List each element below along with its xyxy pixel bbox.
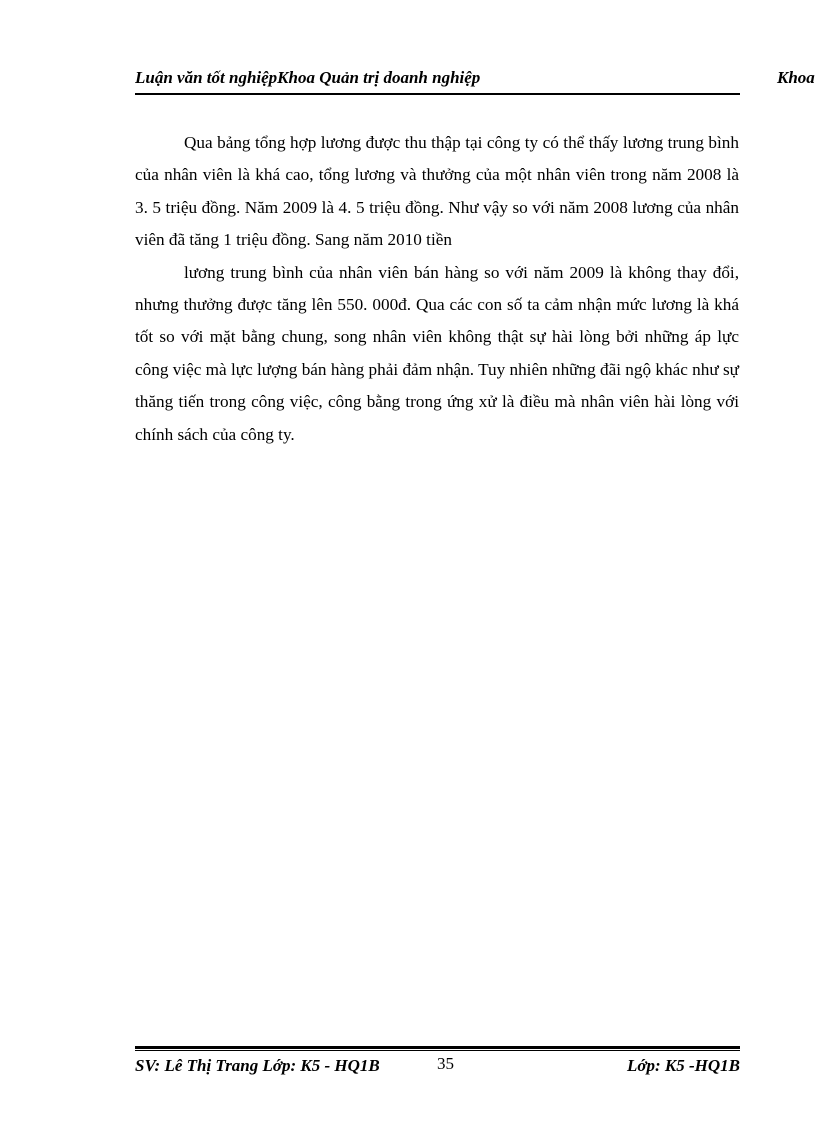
footer-student-info: SV: Lê Thị Trang Lớp: K5 - HQ1B	[135, 1056, 380, 1075]
page-number: 35	[437, 1054, 454, 1073]
page-header	[135, 68, 816, 94]
body-text	[135, 127, 739, 451]
page-footer	[135, 1054, 740, 1080]
footer-class-info: Lớp: K5 -HQ1B	[626, 1056, 740, 1075]
header-right-text: Khoa	[777, 68, 815, 87]
header-divider	[135, 93, 740, 95]
footer-divider	[135, 1046, 740, 1051]
paragraph-1: Qua bảng tổng hợp lương được thu thập tại công ty có thể thấy lương trung bình của nhân viên là khá cao, tổng lương và thưởng của một nhân viên trong năm 2008 là 3. 5 triệu đồng. Năm 2009 là 4. 5 triệu đồng. Như vậy so với năm 2008 lương của nhân viên đã tăng 1 triệu đồng. Sang năm 2010 tiền	[135, 133, 739, 250]
paragraph-2: lương trung bình của nhân viên bán hàng so với năm 2009 là không thay đổi, nhưng thưởng được tăng lên 550. 000đ. Qua các con số ta cảm nhận mức lương là khá tốt so với mặt bằng chung, song nhân viên không thật sự hài lòng bởi những áp lực công việc mà lực lượng bán hàng phải đảm nhận. Tuy nhiên những đãi ngộ khác như sự thăng tiến trong công việc, công bằng trong ứng xử là điều mà nhân viên hài lòng với chính sách của công ty.	[135, 262, 739, 444]
header-title: Luận văn tốt nghiệpKhoa Quản trị doanh nghiệp	[135, 68, 481, 87]
